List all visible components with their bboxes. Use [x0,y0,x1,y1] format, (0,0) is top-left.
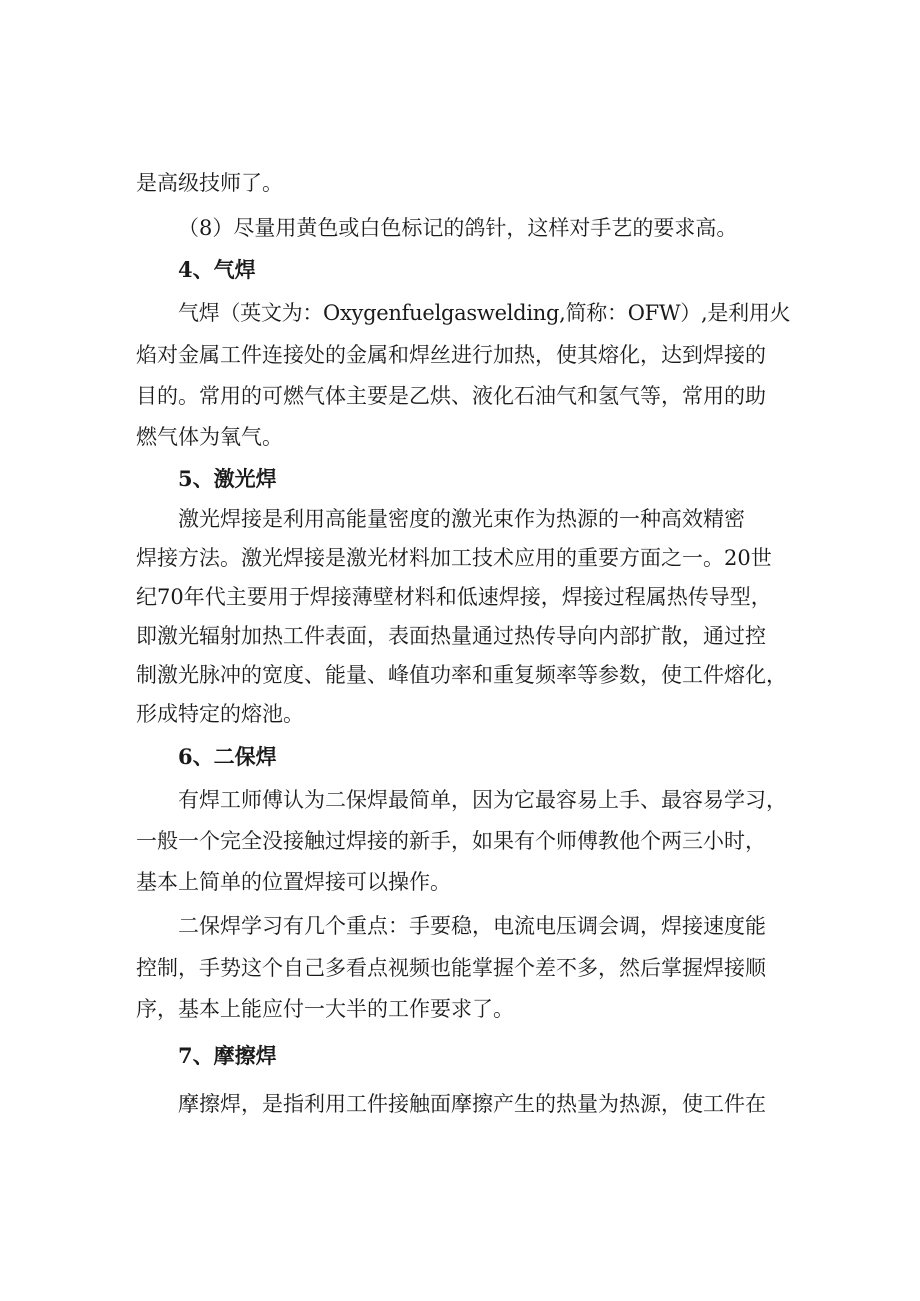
paragraph-laser-welding-line-3: 纪70年代主要用于焊接薄壁材料和低速焊接，焊接过程属热传导型， [136,585,772,609]
section-heading-7: 7、摩擦焊 [178,1043,277,1068]
list-item-8: （8）尽量用黄色或白色标记的鸽针，这样对手艺的要求高。 [178,216,738,240]
paragraph-laser-welding-line-4: 即激光辐射加热工件表面，表面热量通过热传导向内部扩散，通过控 [136,624,766,648]
section-heading-5: 5、激光焊 [178,466,277,491]
paragraph-co2-tips-line-2: 控制，手势这个自己多看点视频也能掌握个差不多，然后掌握焊接顺 [136,956,766,980]
paragraph-gas-welding-line-3: 目的。常用的可燃气体主要是乙烘、液化石油气和氢气等，常用的助 [136,384,766,408]
paragraph-co2-welding-line-3: 基本上简单的位置焊接可以操作。 [136,870,451,894]
paragraph-gas-welding-line-1: 气焊（英文为：Oxygenfuelgaswelding,简称：OFW）,是利用火 [178,301,791,325]
paragraph-laser-welding-line-1: 激光焊接是利用高能量密度的激光束作为热源的一种高效精密 [178,507,745,531]
paragraph-laser-welding-line-2: 焊接方法。激光焊接是激光材料加工技术应用的重要方面之一。20世 [136,546,772,570]
paragraph-laser-welding-line-6: 形成特定的熔池。 [136,702,304,726]
paragraph-continuation-line: 是高级技师了。 [136,171,283,195]
paragraph-co2-welding-line-2: 一般一个完全没接触过焊接的新手，如果有个师傅教他个两三小时， [136,829,766,853]
paragraph-gas-welding-line-4: 燃气体为氧气。 [136,425,283,449]
section-heading-4: 4、气焊 [178,257,256,282]
paragraph-laser-welding-line-5: 制激光脉冲的宽度、能量、峰值功率和重复频率等参数，使工件熔化， [136,663,787,687]
paragraph-co2-tips-line-3: 序，基本上能应付一大半的工作要求了。 [136,997,514,1021]
paragraph-co2-tips-line-1: 二保焊学习有几个重点：手要稳，电流电压调会调，焊接速度能 [178,914,766,938]
section-heading-6: 6、二保焊 [178,744,277,769]
paragraph-gas-welding-line-2: 焰对金属工件连接处的金属和焊丝进行加热，使其熔化，达到焊接的 [136,343,766,367]
paragraph-friction-welding-line-1: 摩擦焊，是指利用工件接触面摩擦产生的热量为热源，使工件在 [178,1092,766,1116]
paragraph-co2-welding-line-1: 有焊工师傅认为二保焊最简单，因为它最容易上手、最容易学习， [178,788,787,812]
